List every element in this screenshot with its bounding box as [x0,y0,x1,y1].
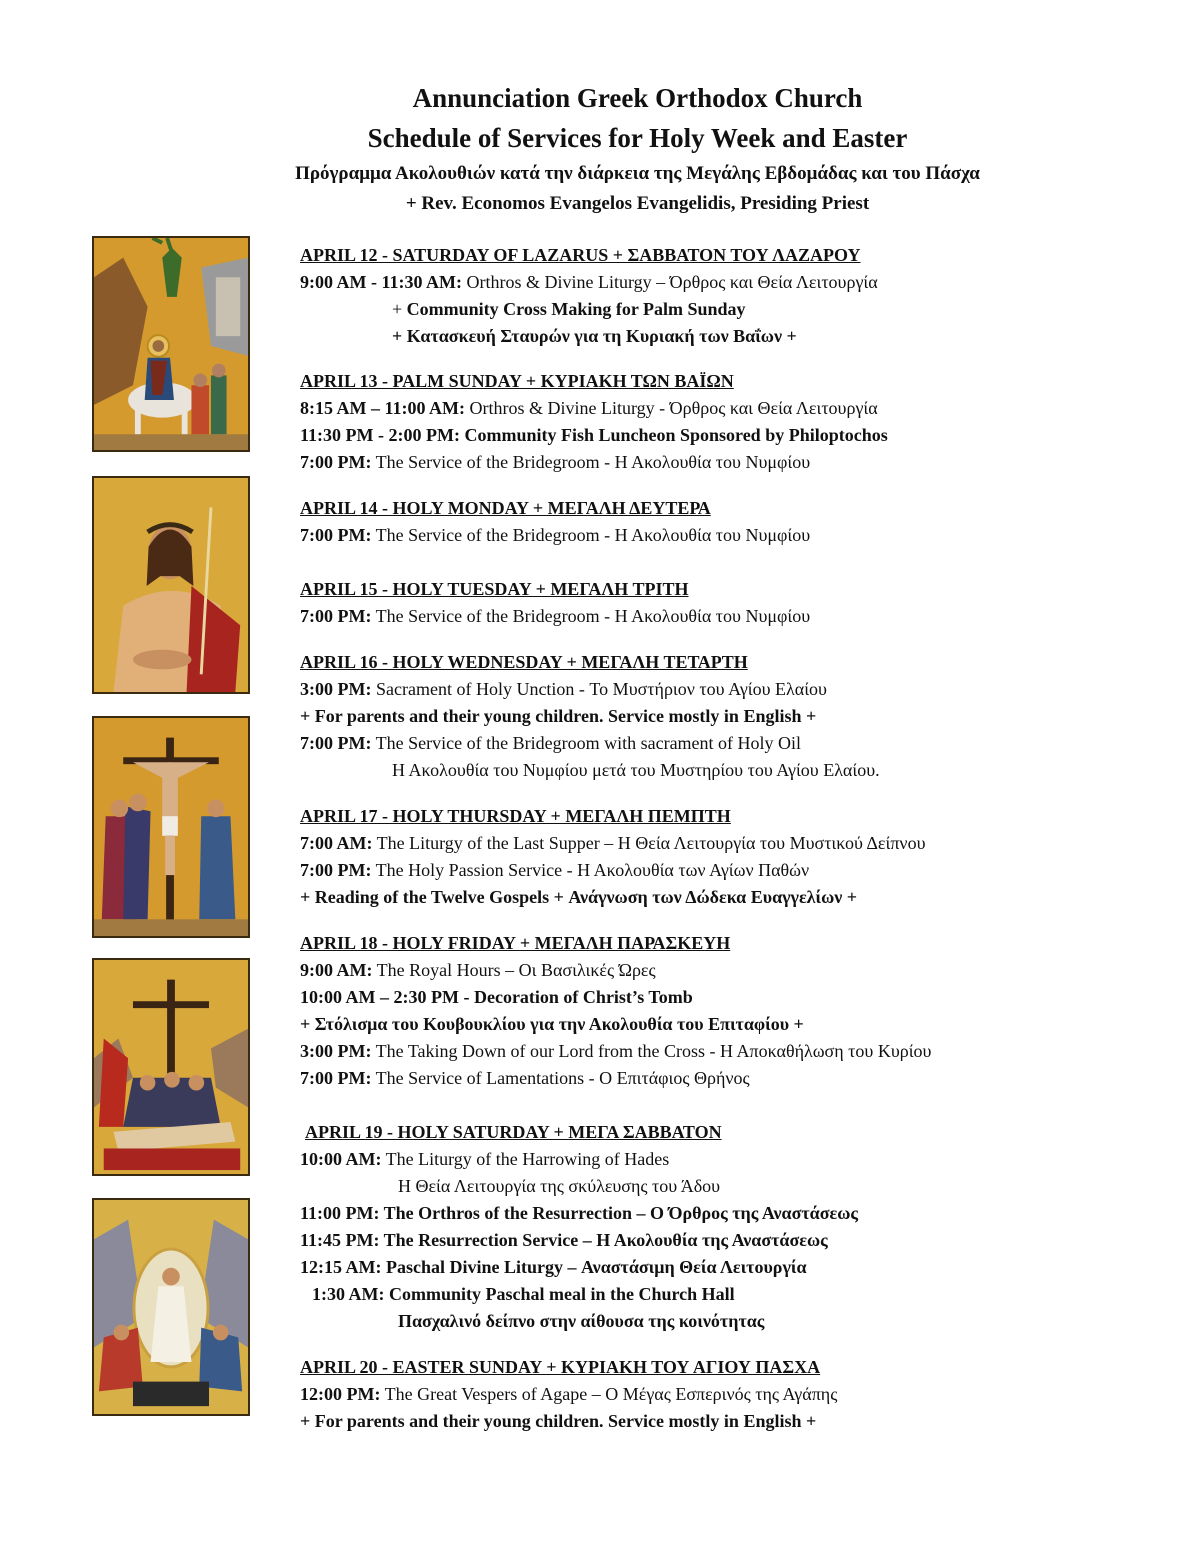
section-heading: APRIL 17 - HOLY THURSDAY + ΜΕΓΑΛΗ ΠΕΜΠΤΗ [300,806,731,826]
section-april-13 [300,368,1160,476]
service-line [300,730,1160,757]
section-april-20 [300,1354,1160,1435]
section-april-18 [300,930,1160,1092]
service-description: The Royal Hours – Οι Βασιλικές Ώρες [372,960,656,980]
service-time: 7:00 AM: [300,833,373,853]
service-line [300,1065,1160,1092]
section-april-16 [300,649,1160,784]
section-heading: APRIL 20 - EASTER SUNDAY + ΚΥΡΙΑΚΗ ΤΟΥ ΑΓΙΟΥ ΠΑΣΧΑ [300,1357,821,1377]
service-prefix: + [392,299,407,319]
service-time: 3:00 PM: [300,1041,372,1061]
service-time: 7:00 PM: [300,452,372,472]
service-line: 1:30 AM: Community Paschal meal in the Church Hall [312,1284,735,1304]
presiding-priest: + Rev. Economos Evangelos Evangelidis, Presiding Priest [405,193,870,214]
service-description: The Liturgy of the Harrowing of Hades [381,1149,670,1169]
section-april-14 [300,495,1160,549]
service-time: 9:00 AM - 11:30 AM: [300,272,462,292]
service-line: + For parents and their young children. Service mostly in English + [300,1411,817,1431]
service-line [300,269,1160,296]
service-description: The Service of Lamentations - Ο Επιτάφιος Θρήνος [371,1068,750,1088]
deposition-icon [92,958,250,1176]
service-line [300,857,1160,884]
service-description: The Holy Passion Service - Η Ακολουθία των Αγίων Παθών [371,860,810,880]
service-time: 12:00 PM: [300,1384,381,1404]
service-line [300,522,1160,549]
section-april-15 [300,576,1160,630]
service-description: Community Cross Making for Palm Sunday [406,299,746,319]
service-line: Πασχαλινό δείπνο στην αίθουσα της κοινότητας [398,1311,765,1331]
section-april-19 [300,1119,1160,1335]
service-line [300,1038,1160,1065]
section-heading: APRIL 13 - PALM SUNDAY + ΚΥΡΙΑΚΗ ΤΩΝ ΒΑΪΩΝ [300,371,734,391]
service-time: 10:00 AM: [300,1149,382,1169]
bridegroom-icon [92,476,250,694]
service-line: + Κατασκευή Σταυρών για τη Κυριακή των Βαΐων + [392,326,797,346]
service-line [300,1381,1160,1408]
service-line [300,603,1160,630]
service-time: 7:00 PM: [300,860,372,880]
service-line [300,449,1160,476]
resurrection-icon [92,1198,250,1416]
service-time: 7:00 PM: [300,525,372,545]
section-heading: APRIL 16 - HOLY WEDNESDAY + ΜΕΓΑΛΗ ΤΕΤΑΡΤΗ [300,652,748,672]
church-name: Annunciation Greek Orthodox Church [412,83,863,113]
service-line: + Reading of the Twelve Gospels + Ανάγνωση των Δώδεκα Ευαγγελίων + [300,887,858,907]
service-line [300,395,1160,422]
service-line [300,957,1160,984]
service-time: 8:15 AM – 11:00 AM: [300,398,465,418]
service-description: The Taking Down of our Lord from the Cross - Η Αποκαθήλωση του Κυρίου [371,1041,932,1061]
section-heading: APRIL 18 - HOLY FRIDAY + ΜΕΓΑΛΗ ΠΑΡΑΣΚΕΥΗ [300,933,731,953]
section-heading: APRIL 19 - HOLY SATURDAY + ΜΕΓΑ ΣΑΒΒΑΤΟΝ [305,1122,722,1142]
service-line: 12:15 AM: Paschal Divine Liturgy – Αναστάσιμη Θεία Λειτουργία [300,1257,807,1277]
service-line [300,296,1160,323]
greek-schedule-title: Πρόγραμμα Ακολουθιών κατά την διάρκεια της Μεγάλης Εβδομάδας και του Πάσχα [295,163,980,184]
service-description: The Service of the Bridegroom with sacrament of Holy Oil [371,733,802,753]
page-header [0,78,1200,218]
service-line: Η Θεία Λειτουργία της σκύλευσης του Άδου [398,1176,721,1196]
section-heading: APRIL 12 - SATURDAY OF LAZARUS + ΣΑΒΒΑΤΟΝ ΤΟΥ ΛΑΖΑΡΟΥ [300,245,861,265]
service-time: 7:00 PM: [300,1068,372,1088]
service-description: The Service of the Bridegroom - Η Ακολουθία του Νυμφίου [371,452,811,472]
service-description: The Great Vespers of Agape – Ο Μέγας Εσπερινός της Αγάπης [380,1384,838,1404]
service-time: 9:00 AM: [300,960,373,980]
service-line [300,1146,1160,1173]
service-line: 11:45 PM: The Resurrection Service – Η Ακολουθία της Αναστάσεως [300,1230,828,1250]
service-time: 3:00 PM: [300,679,372,699]
service-line [300,676,1160,703]
service-line: Η Ακολουθία του Νυμφίου μετά του Μυστηρίου του Αγίου Ελαίου. [392,760,880,780]
section-heading: APRIL 14 - HOLY MONDAY + ΜΕΓΑΛΗ ΔΕΥΤΕΡΑ [300,498,711,518]
service-time: 7:00 PM: [300,733,372,753]
service-description: The Service of the Bridegroom - Η Ακολουθία του Νυμφίου [371,525,811,545]
service-time: 7:00 PM: [300,606,372,626]
service-line: + Στόλισμα του Κουβουκλίου για την Ακολουθία του Επιταφίου + [300,1014,804,1034]
section-april-17 [300,803,1160,911]
service-description: The Service of the Bridegroom - Η Ακολουθία του Νυμφίου [371,606,811,626]
service-line: 11:00 PM: The Orthros of the Resurrection – Ο Όρθρος της Αναστάσεως [300,1203,858,1223]
schedule-title: Schedule of Services for Holy Week and Easter [367,123,908,153]
service-line: + For parents and their young children. Service mostly in English + [300,706,817,726]
service-description: The Liturgy of the Last Supper – Η Θεία Λειτουργία του Μυστικού Δείπνου [372,833,926,853]
crucifixion-icon [92,716,250,938]
service-line [300,830,1160,857]
section-april-12 [300,242,1160,350]
service-description: Orthros & Divine Liturgy - Όρθρος και Θεία Λειτουργία [464,398,878,418]
service-line: 11:30 PM - 2:00 PM: Community Fish Luncheon Sponsored by Philoptochos [300,425,888,445]
service-description: Sacrament of Holy Unction - Το Μυστήριον του Αγίου Ελαίου [371,679,827,699]
service-description: Orthros & Divine Liturgy – Όρθρος και Θεία Λειτουργία [461,272,878,292]
section-heading: APRIL 15 - HOLY TUESDAY + ΜΕΓΑΛΗ ΤΡΙΤΗ [300,579,689,599]
service-line: 10:00 AM – 2:30 PM - Decoration of Christ’s Tomb [300,987,693,1007]
palm-sunday-icon [92,236,250,452]
